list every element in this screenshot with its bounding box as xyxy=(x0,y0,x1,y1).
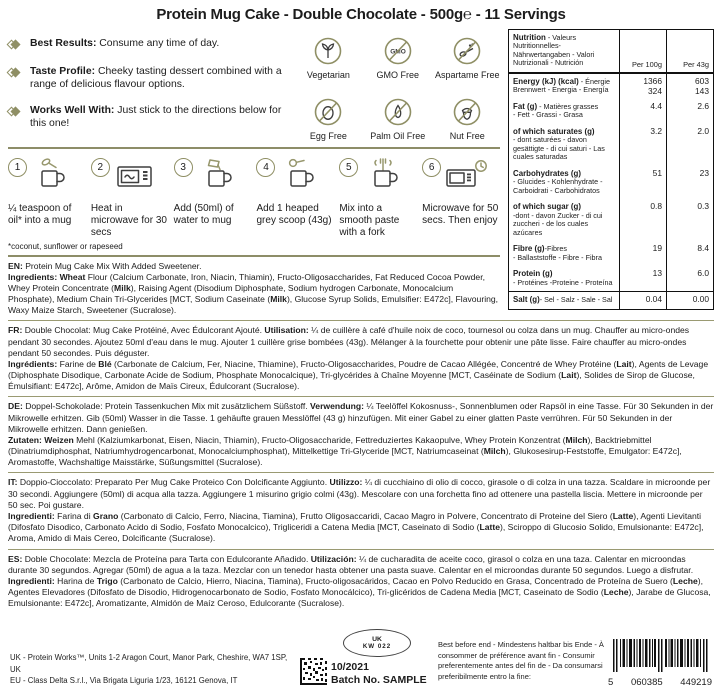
mug-fork-icon xyxy=(362,157,402,195)
step-5: 5 Mix into a smooth paste with a fork xyxy=(339,157,417,240)
barcode-digits: 5 060385 449219 xyxy=(608,677,712,688)
badge-aspartame-free: Aspartame Free xyxy=(435,35,500,82)
double-diamond-icon xyxy=(8,37,22,52)
section-it: IT: Doppio-Cioccolato: Preparato Per Mug Cake Proteico Con Dolcificante Aggiunto. Utilizzo: ¼ di cucchiaino di olio di cocco, girasole o di colza in una tazza. Scaldare in microonde per 30 secondi. Aggiungere (50ml) di acqua alla tazza. Aggiungere 1 misurino grigio colmi (43g). Mescolare con una forchetta fino ad ottenere una pastella liscia. Mettere in microonde per 50 sec. Poi gustare. Ingredienti: Farina di Grano (Carbonato di Calcio, Ferro, Niacina, Tiamina), Frutto Oligosaccaridi, Cacao Magro in Polvere, Concentrato di Proteine del Siero (Latte), Agenti Lievitanti (Difosfato Disodico, Carbonato Acido di Sodio, Fosfato Monocalcico), Trigliceridi a Catena Media [MCT, Caseinato di Sodio (Latte), Sciroppo di Glucosio Solido, Emulsionante: E472c], Aroma, Amido di Mais Cereo, Dolcificante (Sucralose). xyxy=(8,477,711,544)
section-fr: FR: Double Chocolat: Mug Cake Protéiné, Avec Édulcorant Ajouté. Utilisation: ¼ de cuillère à café d'huile noix de coco, tournesol ou colza dans un mug. Chauffer au micro-ondes pendant 30 secondes. Ajoutez 50ml d'eau dans le mug. Ajouter 1 cuillère grise bombées (43g). Mélanger à la fourchette pour obtenir une pâte lisse. Faire chauffer au micro-ondes pendant 50 secondes. Puis déguster. Ingrédients: Farine de Blé (Carbonate de Calcium, Fer, Niacine, Thiamine), Fructo-Oligosaccharides, Poudre de Cacao Allégée, Concentré de Whey Protéine (Lait), Agents de Levage (Diphosphate Disodique, Carbonate Acide de Sodium, Phosphate Monocalcique), Tri-glycérides à Chaîne Moyenne [MCT, Caséinate de Sodium (Lait), Solides de Sirop de Glucose, Émulsifiant: E472c], Arôme, Amidon de Maïs Cireux, Édulcorant (Sucralose). xyxy=(8,325,709,392)
gmo-free-icon xyxy=(382,35,414,67)
nutrition-table xyxy=(508,29,714,310)
scoop-mug-icon xyxy=(279,157,319,195)
mug-spoon-icon xyxy=(31,157,71,195)
svg-text:GMO: GMO xyxy=(390,48,406,56)
datamatrix-code-icon xyxy=(300,658,327,685)
nutrition-row-fibre: Fibre (g)-Fibres - Ballaststoffe - Fibre - Fibra 19 8.4 xyxy=(509,241,713,266)
step-6: 6 Microwave for 50 secs. Then enjoy xyxy=(422,157,500,240)
step-1: 1 ¼ teaspoon of oil* into a mug xyxy=(8,157,86,240)
label-content xyxy=(8,29,714,609)
double-diamond-icon xyxy=(8,104,22,130)
step-4: 4 Add 1 heaped grey scoop (43g) xyxy=(256,157,334,240)
bullet-taste-profile: Taste Profile: Cheeky tasting dessert combined with a range of delicious flavour options. xyxy=(8,65,286,91)
divider xyxy=(8,147,500,149)
nutrition-row-protein: Protein (g) - Protéines -Proteine - Proteína 13 6.0 xyxy=(509,266,713,291)
badge-gmo-free: GMO GMO Free xyxy=(365,35,430,82)
divider xyxy=(8,472,714,473)
badge-vegetarian: Vegetarian xyxy=(296,35,361,82)
nutrition-row-sugar: of which sugar (g) -dont - davon Zucker - di cui zuccheri - de los cuales azúcares 0.8 0.3 xyxy=(509,199,713,241)
step-number-badge: 2 xyxy=(91,158,110,177)
manufacturer-address xyxy=(10,652,292,687)
step-number-badge: 4 xyxy=(256,158,275,177)
section-de: DE: Doppel-Schokolade: Protein Tassenkuchen Mix mit zusätzlichem Süßstoff. Verwendung: ¼ Teelöffel Kokosnuss-, Sonnenblumen oder Rapsöl in eine Tasse. Für 30 Sekunden in der Mikrowelle erhitzen. Gib (50ml) Wasser in die Tasse. 1 gehäufte grauen Messlöffel (43 g) hinzufügen. Mit einer Gabel zu einer glatten Paste verrühren. Für 50 Sekunden in der Mikrowelle erhitzen. Dann genießen. Zutaten: Weizen Mehl (Kalziumkarbonat, Eisen, Niacin, Thiamin), Fructo-Oligosaccharide, Fettreduziertes Kakaopulve, Whey Protein Konzentrat (Milch), Backtriebmittel (Dinatriumdiphosphat, Natriumhydrogencarbonat, Monocalciumphosphat), Mittelkettige Tri-Glyceride [MCT, Natriumcaseinat (Milch), Glukosesirup-Feststoffe, Emulgator: E472c], Aromastoffe, Wachshaltige Maisstärke, Süßungsmittel (Sucralose). xyxy=(8,401,714,468)
nutrition-row-energy: Energy (kJ) (kcal) - Énergie Brennwert - Energia - Energía 1366 324 603 143 xyxy=(509,74,713,99)
info-and-badges xyxy=(8,29,500,143)
barcode-bars-icon xyxy=(606,639,714,673)
step-number-badge: 1 xyxy=(8,158,27,177)
microwave-icon xyxy=(114,157,156,195)
aspartame-free-icon xyxy=(451,35,483,67)
step-3: 3 Add (50ml) of water to mug xyxy=(174,157,252,240)
nutrition-header-title: Nutrition - Valeurs Nutritionnelles- Nährwertangaben - Valori Nutrizionali - Nutrición xyxy=(513,33,595,68)
bullet-best-results: Best Results: Consume any time of day. xyxy=(8,37,286,52)
nutrition-header-row xyxy=(509,30,713,74)
batch-number: Batch No. SAMPLE xyxy=(331,673,427,686)
nutrition-row-fat: Fat (g) - Matières grasses - Fett - Grassi - Grasa 4.4 2.6 xyxy=(509,99,713,124)
nut-free-icon xyxy=(451,96,483,128)
pour-water-mug-icon xyxy=(197,157,237,195)
nutrition-row-saturates: of which saturates (g) - dont saturées - davon gesättigte - di cui saturi - Las cuales saturadas 3.2 2.0 xyxy=(509,124,713,166)
batch-info xyxy=(331,661,427,687)
nutrition-col-per43g: Per 43g xyxy=(666,30,713,72)
dietary-badges xyxy=(296,29,500,143)
divider xyxy=(8,549,714,550)
nutrition-row-carbohydrates: Carbohydrates (g) - Glucides - Kohlenhydrate - Carboidrati - Carbohidratos 51 23 xyxy=(509,166,713,199)
nutrition-col-per100g: Per 100g xyxy=(619,30,666,72)
uk-health-mark-stamp: UK KW 022 xyxy=(343,629,411,657)
address-eu: EU - Class Delta S.r.l., Via Brigata Liguria 1/23, 16121 Genova, IT xyxy=(10,676,238,686)
double-diamond-icon xyxy=(8,65,22,91)
directions-steps xyxy=(8,153,500,240)
badge-nut-free: Nut Free xyxy=(435,96,500,143)
divider xyxy=(8,255,500,257)
step-number-badge: 6 xyxy=(422,158,441,177)
best-before-text: Best before end - Mindestens haltbar bis Ende - À consommer de préférence avant fin - Consumir preferentemente antes del fin de - Da consumarsi preferibilmente entro la fine: xyxy=(438,640,604,681)
label-footer xyxy=(10,630,715,690)
badge-egg-free: Egg Free xyxy=(296,96,361,143)
microwave-timer-icon xyxy=(445,157,489,195)
badge-palm-oil-free: Palm Oil Free xyxy=(365,96,430,143)
step-2: 2 Heat in microwave for 30 secs xyxy=(91,157,169,240)
step-number-badge: 3 xyxy=(174,158,193,177)
bullet-works-well-with: Works Well With: Just stick to the directions below for this one! xyxy=(8,104,286,130)
info-bullets xyxy=(8,29,286,143)
section-es: ES: Doble Chocolate: Mezcla de Proteína para Tarta con Edulcorante Añadido. Utilización: ¼ de cucharadita de aceite coco, girasol o colza en una taza. Calentar en microondas durante 30 segundos. Agregar (50ml) de agua a la taza. Mezclar con un tenedor hasta obtener una pasta suave. Calentar en el microondas durante 50 segundos. Luego a disfrutar. Ingredienti: Harina de Trigo (Carbonato de Calcio, Hierro, Niacina, Tiamina), Fructo-oligosacáridos, Cacao en Polvo Reducido en Grasa, Concentrado de Proteína de Suero (Leche), Agentes Elevadores (Difosfato de Disodio, Hidrogenocarbonato de Sodio, Fosfato Monocálcico), Tri-glicéridos de Cadena Media [MCT, Caseinato de Sodio (Leche), Jarabe de Glucosa, Emulsionante: E472c], Aromatizante, Almidón de Maíz Ceroso, Edulcorante (Sucralose). xyxy=(8,553,711,609)
divider xyxy=(8,320,714,321)
step-number-badge: 5 xyxy=(339,158,358,177)
divider xyxy=(8,396,714,397)
batch-date: 10/2021 xyxy=(331,660,369,673)
nutrition-row-salt: Salt (g)- Sel - Salz - Sale - Sal 0.04 0.00 xyxy=(509,291,713,308)
oil-footnote: *coconut, sunflower or rapeseed xyxy=(8,241,123,251)
palm-oil-free-icon xyxy=(382,96,414,128)
section-en: EN: Protein Mug Cake Mix With Added Sweetener. Ingredients: Wheat Flour (Calcium Carbonate, Iron, Niacin, Thiamin), Fructo-Oligosaccharides, Fat Reduced Cocoa Powder, Whey Protein Concentrate (Milk), Raising Agent (Disodium Diphosphate, Sodium hydrogen Carbonate, Monocalcium Phosphate), Medium Chain Tri-Glycerides [MCT, Sodium Caseinate (Milk), Glucose Syrup Solids, Emulsifier: E472c], Flavouring, Waxy Maize Starch, Sweetener (Sucralose). xyxy=(8,260,499,316)
vegetarian-icon xyxy=(312,35,344,67)
page-title: Protein Mug Cake - Double Chocolate - 500g℮ - 11 Servings xyxy=(156,6,566,23)
egg-free-icon xyxy=(312,96,344,128)
barcode xyxy=(605,639,715,688)
address-uk: UK - Protein Works™, Units 1-2 Aragon Court, Manor Park, Cheshire, WA7 1SP, UK xyxy=(10,652,288,674)
